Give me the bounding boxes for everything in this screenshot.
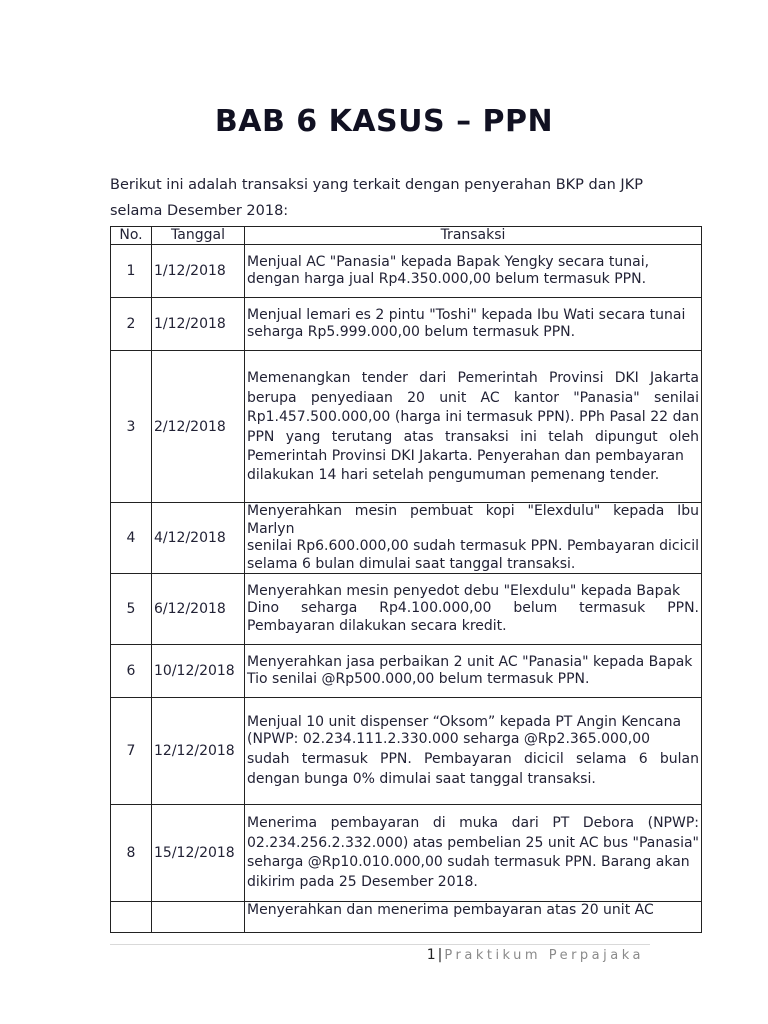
table-row: [111, 503, 702, 574]
row-no: 6: [111, 645, 152, 698]
table-row: [111, 645, 702, 698]
footer-divider: [110, 944, 650, 945]
transaction-line: Menjual AC "Panasia" kepada Bapak Yengky secara tunai,: [247, 253, 650, 270]
table-row: [111, 298, 702, 351]
row-transaction: [245, 245, 702, 298]
transaction-line: dikirim pada 25 Desember 2018.: [247, 873, 478, 890]
transaction-line: (NPWP: 02.234.111.2.330.000 seharga @Rp2.365.000,00: [247, 731, 651, 747]
row-transaction: [245, 298, 702, 351]
transaction-line: dilakukan 14 hari setelah pengumuman pemenang tender.: [247, 466, 660, 483]
row-transaction: [245, 698, 702, 805]
table-row: [111, 805, 702, 902]
transaction-line: Dino seharga Rp4.100.000,00 belum termasuk PPN. Pembayaran dilakukan secara kredit.: [247, 600, 699, 634]
row-transaction: [245, 574, 702, 645]
table-row: [111, 902, 702, 933]
table-header-row: [111, 227, 702, 245]
row-no: 4: [111, 503, 152, 574]
row-date: 15/12/2018: [152, 805, 245, 902]
row-no: [111, 902, 152, 933]
row-transaction: [245, 902, 702, 933]
transaction-line: Tio senilai @Rp500.000,00 belum termasuk PPN.: [247, 671, 590, 687]
table-row: [111, 351, 702, 503]
transaction-line: Menjual 10 unit dispenser “Oksom” kepada PT Angin Kencana: [247, 713, 682, 730]
table-row: [111, 698, 702, 805]
row-no: 8: [111, 805, 152, 902]
transaction-line: senilai Rp6.600.000,00 sudah termasuk PPN. Pembayaran dicicil selama 6 bulan dimulai saat tanggal transaksi.: [247, 538, 699, 572]
header-no: No.: [111, 227, 152, 245]
header-tanggal: Tanggal: [152, 227, 245, 245]
row-no: 3: [111, 351, 152, 503]
transaction-line: Menyerahkan jasa perbaikan 2 unit AC "Panasia" kepada Bapak: [247, 653, 693, 670]
row-date: 10/12/2018: [152, 645, 245, 698]
transaction-line: Menyerahkan dan menerima pembayaran atas 20 unit AC: [247, 902, 654, 918]
transaction-line: sudah termasuk PPN. Pembayaran dicicil selama 6 bulan dengan bunga 0% dimulai saat tanggal transaksi.: [247, 750, 699, 787]
running-title: Praktikum Perpajaka: [444, 948, 644, 963]
row-transaction: [245, 351, 702, 503]
transaction-line: dengan harga jual Rp4.350.000,00 belum termasuk PPN.: [247, 271, 647, 287]
row-transaction: [245, 503, 702, 574]
table-row: [111, 574, 702, 645]
row-date: 2/12/2018: [152, 351, 245, 503]
intro-paragraph: Berikut ini adalah transaksi yang terkait dengan penyerahan BKP dan JKP selama Desember 2018:: [110, 177, 643, 219]
row-date: 1/12/2018: [152, 245, 245, 298]
row-no: 5: [111, 574, 152, 645]
transaction-line: Menjual lemari es 2 pintu "Toshi" kepada Ibu Wati secara tunai: [247, 306, 686, 323]
row-no: 1: [111, 245, 152, 298]
row-transaction: [245, 645, 702, 698]
row-no: 2: [111, 298, 152, 351]
row-transaction: [245, 805, 702, 902]
row-date: [152, 902, 245, 933]
transaction-line: Menyerahkan mesin pembuat kopi "Elexdulu" kepada Ibu Marlyn: [247, 503, 699, 537]
row-date: 6/12/2018: [152, 574, 245, 645]
row-no: 7: [111, 698, 152, 805]
table-row: [111, 245, 702, 298]
page-footer: [427, 947, 644, 963]
transaction-line: Menerima pembayaran di muka dari PT Debora (NPWP: 02.234.256.2.332.000) atas pembelian 25 unit AC bus "Panasia" seharga @Rp10.010.000,00 sudah termasuk PPN. Barang akan: [247, 815, 699, 870]
footer-separator: |: [437, 947, 443, 963]
header-transaksi: Transaksi: [245, 227, 702, 245]
row-date: 4/12/2018: [152, 503, 245, 574]
row-date: 1/12/2018: [152, 298, 245, 351]
transaction-line: Memenangkan tender dari Pemerintah Provinsi DKI Jakarta berupa penyediaan 20 unit AC kantor "Panasia" senilai Rp1.457.500.000,00 (harga ini termasuk PPN). PPh Pasal 22 dan PPN yang terutang atas transaksi ini telah dipungut oleh Pemerintah Provinsi DKI Jakarta. Penyerahan dan pembayaran: [247, 370, 699, 464]
transaction-table: [110, 226, 702, 933]
transaction-line: Menyerahkan mesin penyedot debu "Elexdulu" kepada Bapak: [247, 582, 681, 599]
page-number: 1: [426, 947, 436, 963]
transaction-line: seharga Rp5.999.000,00 belum termasuk PPN.: [247, 324, 576, 340]
row-date: 12/12/2018: [152, 698, 245, 805]
document-title: BAB 6 KASUS – PPN: [214, 104, 554, 139]
